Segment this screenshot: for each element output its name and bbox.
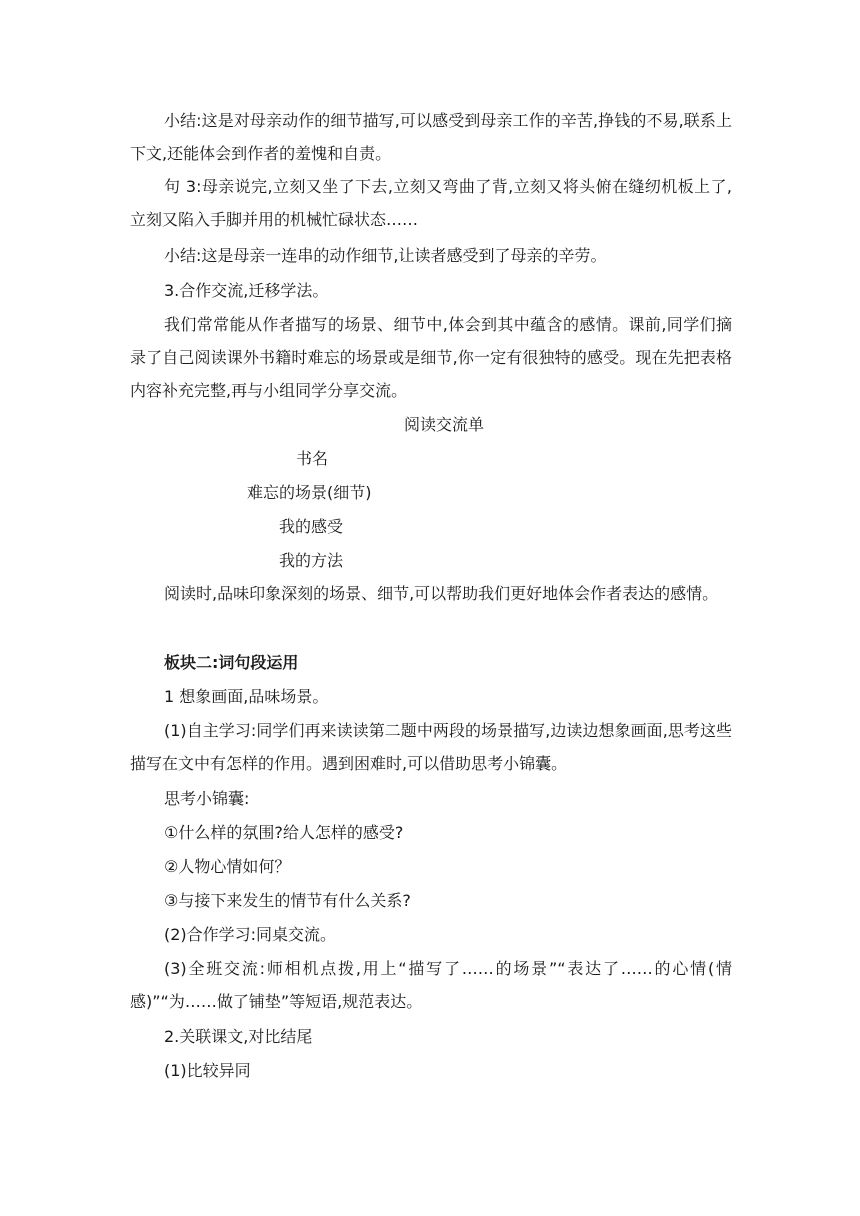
tip-item-3: ③与接下来发生的情节有什么关系? (164, 891, 411, 910)
group-study-paragraph: (2)合作学习:同桌交流。 (164, 925, 337, 944)
summary-paragraph-1: 小结:这是对母亲动作的细节描写,可以感受到母亲工作的辛苦,挣钱的不易,联系上下文,还能体会到作者的羞愧和自责。 (130, 111, 732, 163)
compare-heading: (1)比较异同 (164, 1061, 251, 1080)
sentence-3-paragraph: 句 3:母亲说完,立刻又坐了下去,立刻又弯曲了背,立刻又将头俯在缝纫机板上了,立刻又陷入手脚并用的机械忙碌状态…… (130, 177, 732, 229)
tip-item-2: ②人物心情如何？ (164, 857, 291, 876)
table-row-scene: 难忘的场景(细节) (247, 483, 372, 502)
table-row-feeling: 我的感受 (279, 517, 344, 536)
summary-paragraph-2: 小结:这是母亲一连串的动作细节,让读者感受到了母亲的辛劳。 (164, 246, 607, 265)
table-row-method: 我的方法 (279, 551, 344, 570)
reading-tip-paragraph: 阅读时,品味印象深刻的场景、细节,可以帮助我们更好地体会作者表达的感情。 (164, 584, 719, 603)
class-discussion-paragraph: (3)全班交流:师相机点拨,用上“描写了……的场景”“表达了……的心情(情感)”“为……做了铺垫”等短语,规范表达。 (130, 959, 732, 1011)
step-2-heading: 2.关联课文,对比结尾 (164, 1027, 313, 1046)
step-3-heading: 3.合作交流,迁移学法。 (164, 281, 329, 300)
step-1-heading: 1 想象画面,品味场景。 (164, 687, 329, 706)
table-row-book-name: 书名 (296, 449, 329, 468)
tip-item-1: ①什么样的氛围?给人怎样的感受? (164, 823, 404, 842)
section-2-heading: 板块二:词句段运用 (164, 653, 299, 672)
self-study-paragraph: (1)自主学习:同学们再来读读第二题中两段的场景描写,边读边想象画面,思考这些描写在文中有怎样的作用。遇到困难时,可以借助思考小锦囊。 (130, 721, 732, 773)
intro-paragraph: 我们常常能从作者描写的场景、细节中,体会到其中蕴含的感情。课前,同学们摘录了自己阅读课外书籍时难忘的场景或是细节,你一定有很独特的感受。现在先把表格内容补充完整,再与小组同学分享交流。 (130, 315, 732, 400)
tips-heading: 思考小锦囊: (164, 789, 250, 808)
table-title: 阅读交流单 (404, 415, 485, 434)
